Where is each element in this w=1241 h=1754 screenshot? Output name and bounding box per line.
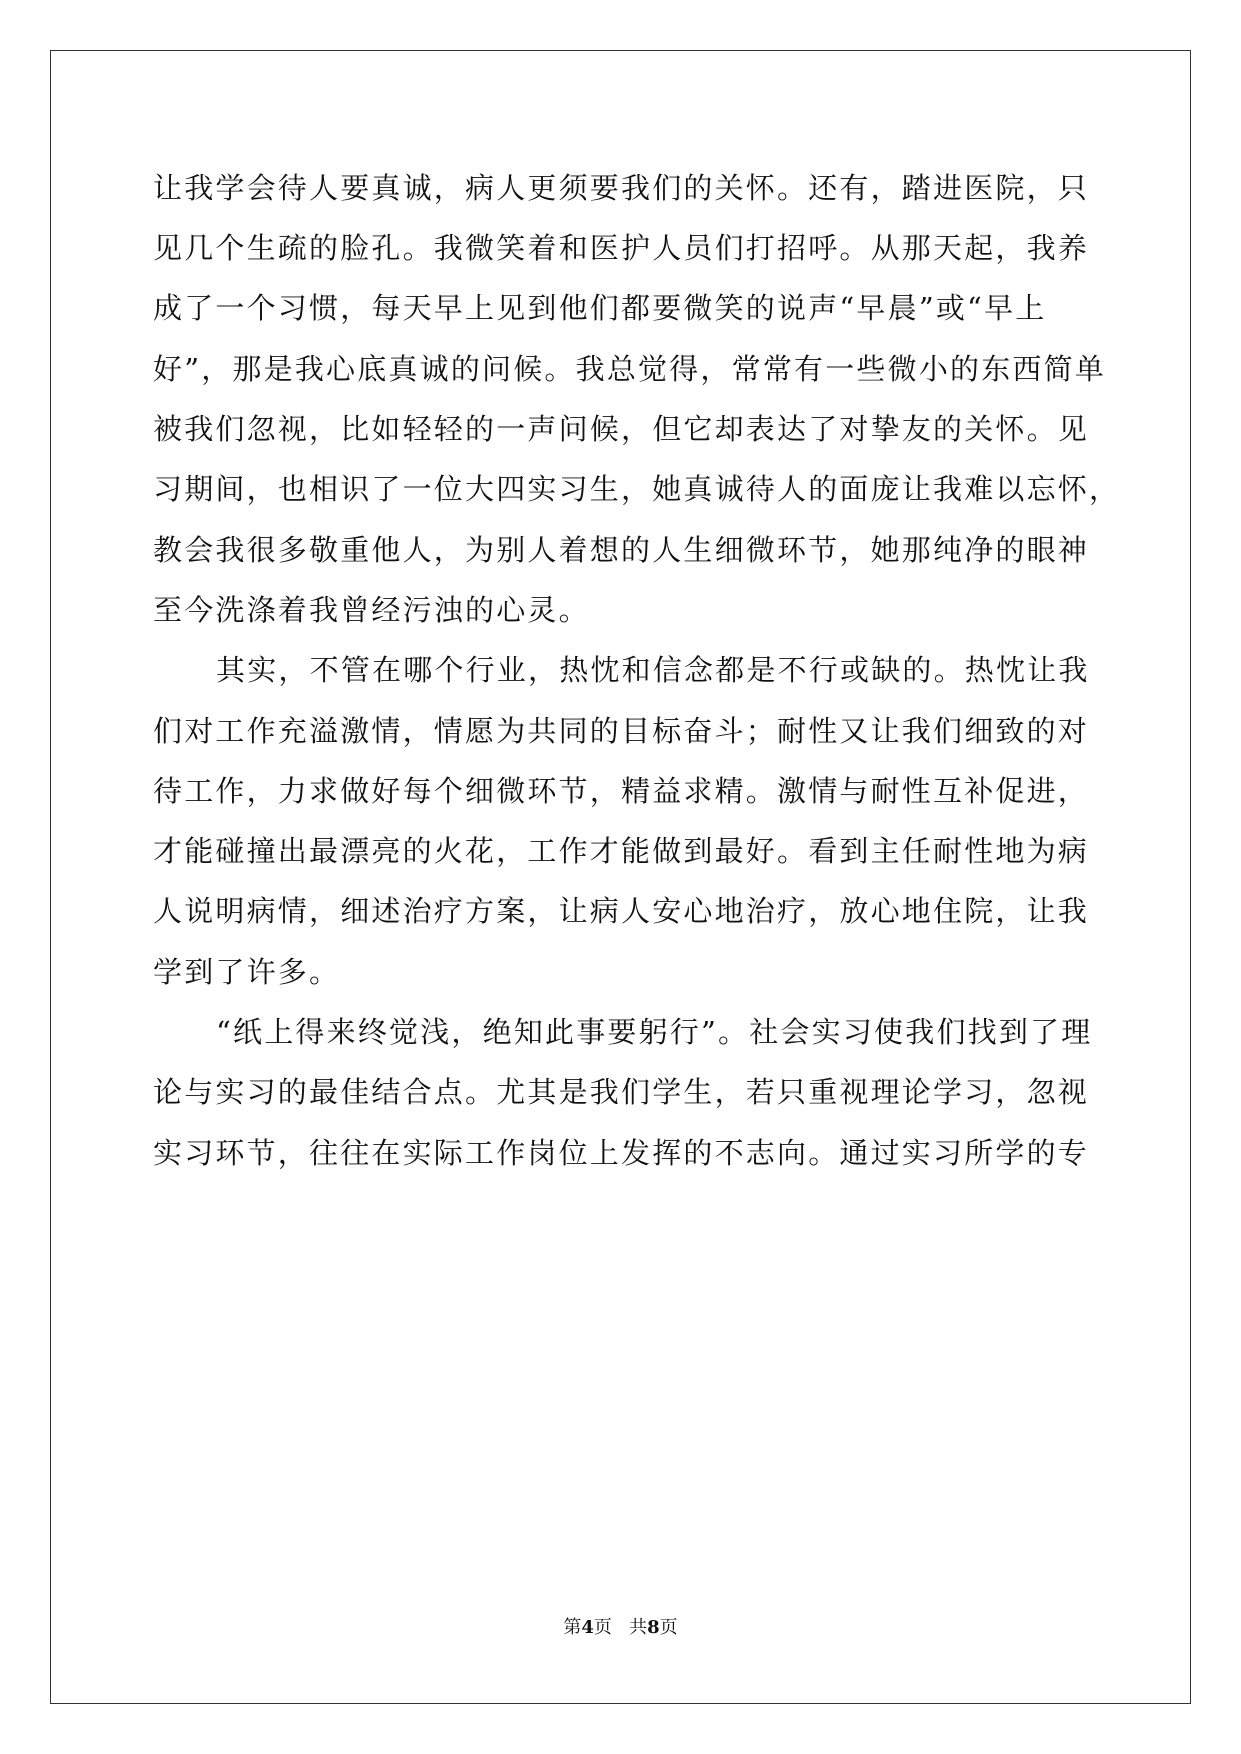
current-page-number: 4 <box>581 1617 594 1638</box>
page-footer <box>0 1616 1241 1640</box>
text-line: 习期间，也相识了一位大四实习生，她真诚待人的面庞让我难以忘怀， <box>153 472 1121 506</box>
text-line: 被我们忽视，比如轻轻的一声问候，但它却表达了对挚友的关怀。见 <box>153 412 1090 446</box>
footer-total-unit: 页 <box>659 1617 678 1638</box>
text-line: 实习环节，往往在实际工作岗位上发挥的不志向。通过实习所学的专 <box>153 1136 1090 1170</box>
text-line: 让我学会待人要真诚，病人更须要我们的关怀。还有，踏进医院，只 <box>153 171 1090 205</box>
text-line: 们对工作充溢激情，情愿为共同的目标奋斗；耐性又让我们细致的对 <box>153 714 1090 748</box>
text-line: 好”，那是我心底真诚的问候。我总觉得，常常有一些微小的东西简单 <box>153 352 1107 386</box>
paragraph-start-line: 其实，不管在哪个行业，热忱和信念都是不行或缺的。热忱让我 <box>216 653 1090 687</box>
text-line: 成了一个习惯，每天早上见到他们都要微笑的说声“早晨”或“早上 <box>153 291 1047 325</box>
total-page-count: 8 <box>647 1617 660 1638</box>
text-line: 见几个生疏的脸孔。我微笑着和医护人员们打招呼。从那天起，我养 <box>153 231 1090 265</box>
text-line: 人说明病情，细述治疗方案，让病人安心地治疗，放心地住院，让我 <box>153 894 1090 928</box>
text-line: 论与实习的最佳结合点。尤其是我们学生，若只重视理论学习，忽视 <box>153 1075 1090 1109</box>
footer-page-unit: 页 <box>593 1617 612 1638</box>
footer-prefix: 第 <box>563 1617 582 1638</box>
text-line: 至今洗涤着我曾经污浊的心灵。 <box>153 593 590 627</box>
text-line: 才能碰撞出最漂亮的火花，工作才能做到最好。看到主任耐性地为病 <box>153 834 1090 868</box>
text-line: 教会我很多敬重他人，为别人着想的人生细微环节，她那纯净的眼神 <box>153 533 1090 567</box>
paragraph-start-line: “纸上得来终觉浅，绝知此事要躬行”。社会实习使我们找到了理 <box>216 1015 1093 1049</box>
footer-total-prefix: 共 <box>629 1617 648 1638</box>
text-line: 待工作，力求做好每个细微环节，精益求精。激情与耐性互补促进， <box>153 774 1090 808</box>
text-line: 学到了许多。 <box>153 955 341 989</box>
